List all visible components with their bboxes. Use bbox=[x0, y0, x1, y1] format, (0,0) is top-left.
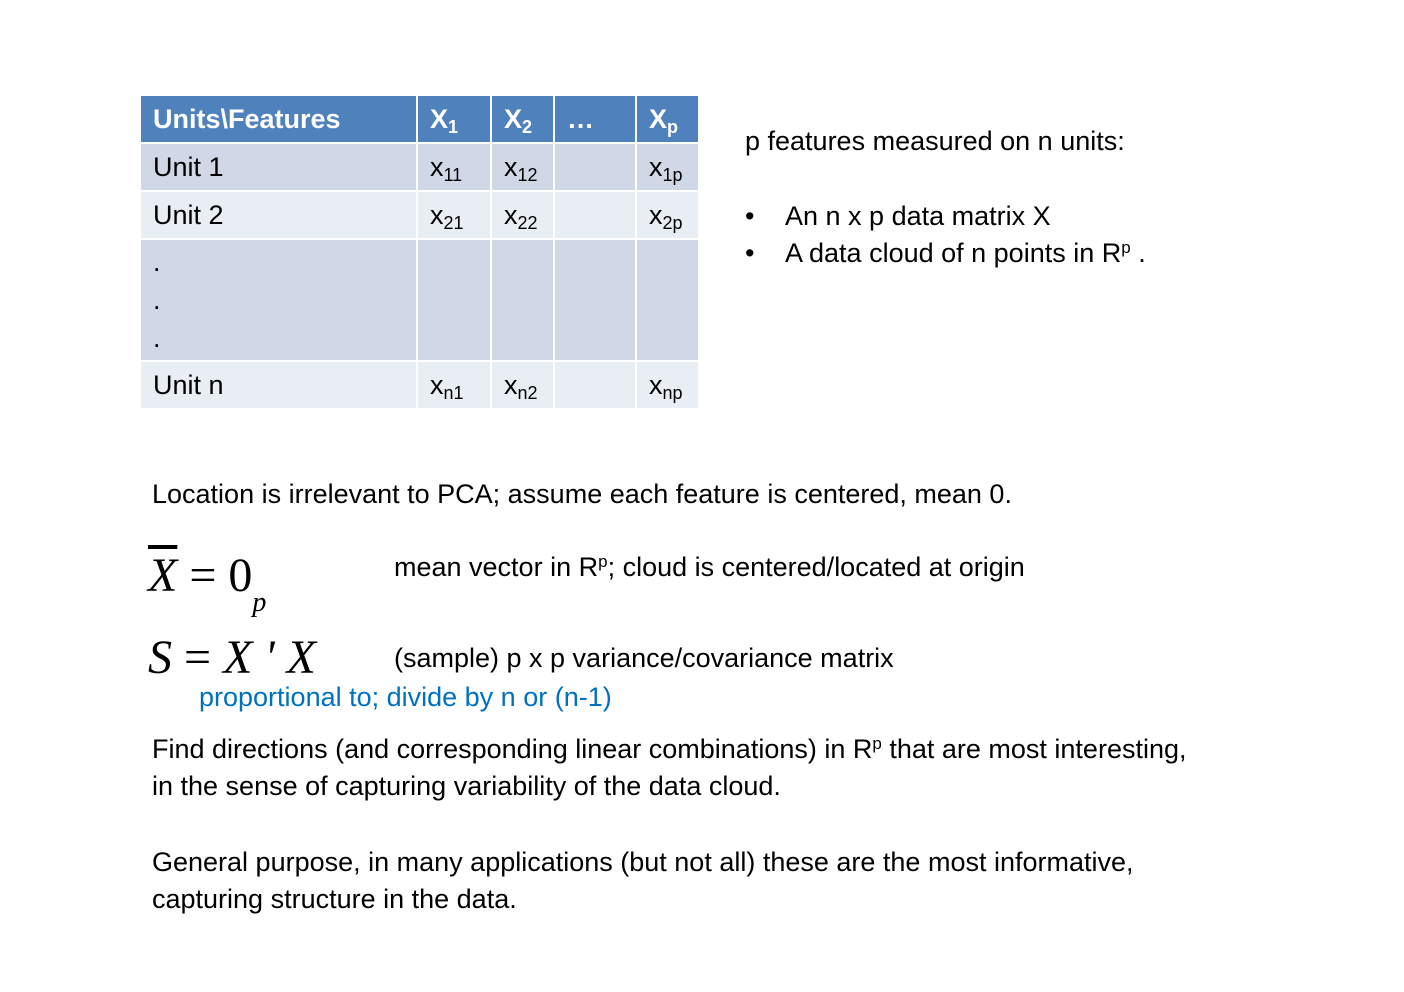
header-units-features: Units\Features bbox=[140, 95, 417, 143]
paragraph-purpose-line2: capturing structure in the data. bbox=[152, 884, 517, 914]
row-label: Unit n bbox=[140, 361, 417, 409]
table-cell: $x_{21}$ bbox=[417, 191, 491, 239]
row-label: Unit 2 bbox=[140, 191, 417, 239]
table-cell bbox=[554, 143, 636, 191]
header-x2: $X_2$ bbox=[491, 95, 554, 143]
table-cell: $x_{1p}$ bbox=[636, 143, 699, 191]
paragraph-purpose-line1: General purpose, in many applications (but not all) these are the most informative, bbox=[152, 847, 1134, 877]
table-cell bbox=[491, 239, 554, 361]
mean-description: mean vector in $R^p$; cloud is centered/located at origin bbox=[394, 552, 1025, 582]
table-cell bbox=[554, 361, 636, 409]
table-cell: $x_{2p}$ bbox=[636, 191, 699, 239]
location-line: Location is irrelevant to PCA; assume each feature is centered, mean 0. bbox=[152, 479, 1012, 509]
mean-equation: $\overline{X} = 0_p$ bbox=[148, 549, 267, 618]
paragraph-directions-line2: in the sense of capturing variability of the data cloud. bbox=[152, 771, 781, 801]
row-label: Unit 1 bbox=[140, 143, 417, 191]
table-cell: $x_{22}$ bbox=[491, 191, 554, 239]
table-row bbox=[140, 361, 699, 409]
table-cell bbox=[554, 191, 636, 239]
table-cell bbox=[554, 239, 636, 361]
intro-bullet-list bbox=[745, 198, 1146, 272]
bullet-data-cloud: • A data cloud of n points in $R^p$ . bbox=[745, 235, 1146, 272]
table-row-ellipsis bbox=[140, 239, 699, 361]
bullet-data-matrix: • An n x p data matrix X bbox=[745, 198, 1146, 235]
proportional-note: proportional to; divide by n or (n-1) bbox=[199, 682, 612, 712]
table-row bbox=[140, 143, 699, 191]
paragraph-directions bbox=[152, 731, 1187, 805]
table-cell: $x_{n2}$ bbox=[491, 361, 554, 409]
header-x1: $X_1$ bbox=[417, 95, 491, 143]
vertical-ellipsis: . . . bbox=[140, 239, 417, 361]
header-ellipsis: … bbox=[554, 95, 636, 143]
table-header-row bbox=[140, 95, 699, 143]
table-cell bbox=[636, 239, 699, 361]
table-cell: $x_{11}$ bbox=[417, 143, 491, 191]
table-cell: $x_{n1}$ bbox=[417, 361, 491, 409]
table-cell: $x_{12}$ bbox=[491, 143, 554, 191]
header-xp: $X_p$ bbox=[636, 95, 699, 143]
intro-heading: p features measured on n units: bbox=[745, 126, 1125, 156]
covariance-equation: S = X ' X bbox=[148, 631, 316, 684]
table-row bbox=[140, 191, 699, 239]
data-matrix-table bbox=[139, 94, 700, 410]
paragraph-purpose bbox=[152, 844, 1134, 918]
covariance-description: (sample) p x p variance/covariance matrix bbox=[394, 643, 894, 673]
table-cell: $x_{np}$ bbox=[636, 361, 699, 409]
paragraph-directions-line1: Find directions (and corresponding linear combinations) in $R^p$ that are most interesting, bbox=[152, 734, 1187, 764]
table-cell bbox=[417, 239, 491, 361]
